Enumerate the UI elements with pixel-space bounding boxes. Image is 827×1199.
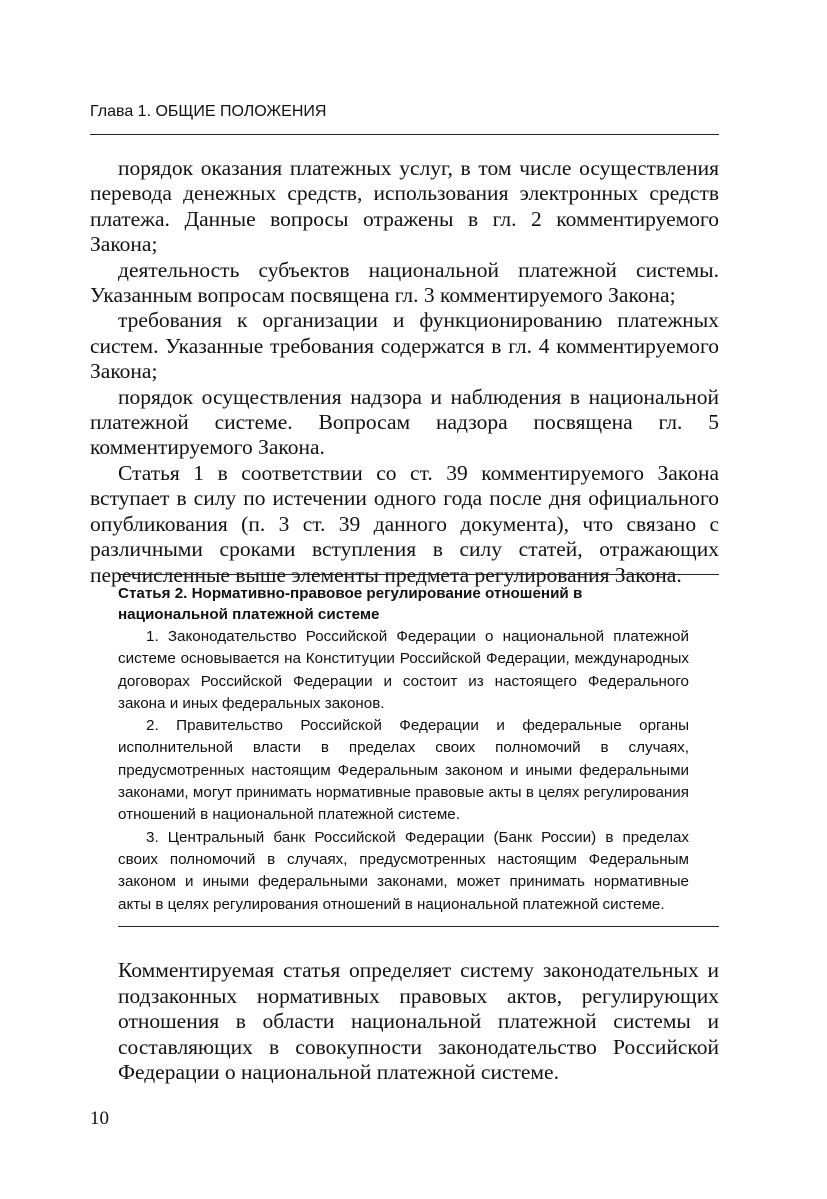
article-title: Статья 2. Нормативно-правовое регулирование отношений в национальной платежной системе bbox=[118, 585, 583, 623]
article-clause: 3. Центральный банк Российской Федерации (Банк России) в пределах своих полномочий в случаях, предусмотренных настоящим Федеральным законом и иными федеральными законами, может принимать нормативные акты в целях регулирования отношений в национальной платежной системе. bbox=[118, 828, 689, 913]
body-paragraph: Статья 1 в соответствии со ст. 39 комментируемого Закона вступает в силу по истечении одного года после дня официального опубликования (п. 3 ст. 39 данного документа), что связано с различными сроками вступления в силу статей, отражающих перечисленные выше элементы предмета регулирования Закона. bbox=[90, 460, 719, 587]
header-divider bbox=[90, 134, 719, 135]
body-paragraph: деятельность субъектов национальной платежной системы. Указанным вопросам посвящена гл. 3 комментируемого Закона; bbox=[90, 257, 719, 308]
article-clause: 1. Законодательство Российской Федерации о национальной платежной системе основывается на Конституции Российской Федерации, международных договорах Российской Федерации и состоит из настоящего Федерального закона и иных федеральных законов. bbox=[118, 628, 689, 712]
body-text bbox=[90, 156, 719, 588]
body-paragraph: требования к организации и функционированию платежных систем. Указанные требования содержатся в гл. 4 комментируемого Закона; bbox=[90, 308, 719, 384]
body-paragraph: порядок осуществления надзора и наблюдения в национальной платежной системе. Вопросам надзора посвящена гл. 5 комментируемого Закона. bbox=[90, 384, 719, 460]
page-number: 10 bbox=[90, 1108, 109, 1129]
article-clause: 2. Правительство Российской Федерации и федеральные органы исполнительной власти в пределах своих полномочий в случаях, предусмотренных настоящим Федеральным законом и иными федеральными законами, могут принимать нормативные правовые акты в целях регулирования отношений в национальной платежной системе. bbox=[118, 717, 689, 824]
article-2-box bbox=[118, 574, 719, 927]
body-paragraph: порядок оказания платежных услуг, в том числе осуществления перевода денежных средств, использования электронных средств платежа. Данные вопросы отражены в гл. 2 комментируемого Закона; bbox=[90, 156, 719, 257]
commentary bbox=[118, 958, 719, 1086]
running-header: Глава 1. ОБЩИЕ ПОЛОЖЕНИЯ bbox=[90, 103, 327, 120]
commentary-paragraph: Комментируемая статья определяет систему законодательных и подзаконных нормативных правовых актов, регулирующих отношения в области национальной платежной системы и составляющих в совокупности законодательство Российской Федерации о национальной платежной системе. bbox=[118, 958, 719, 1085]
